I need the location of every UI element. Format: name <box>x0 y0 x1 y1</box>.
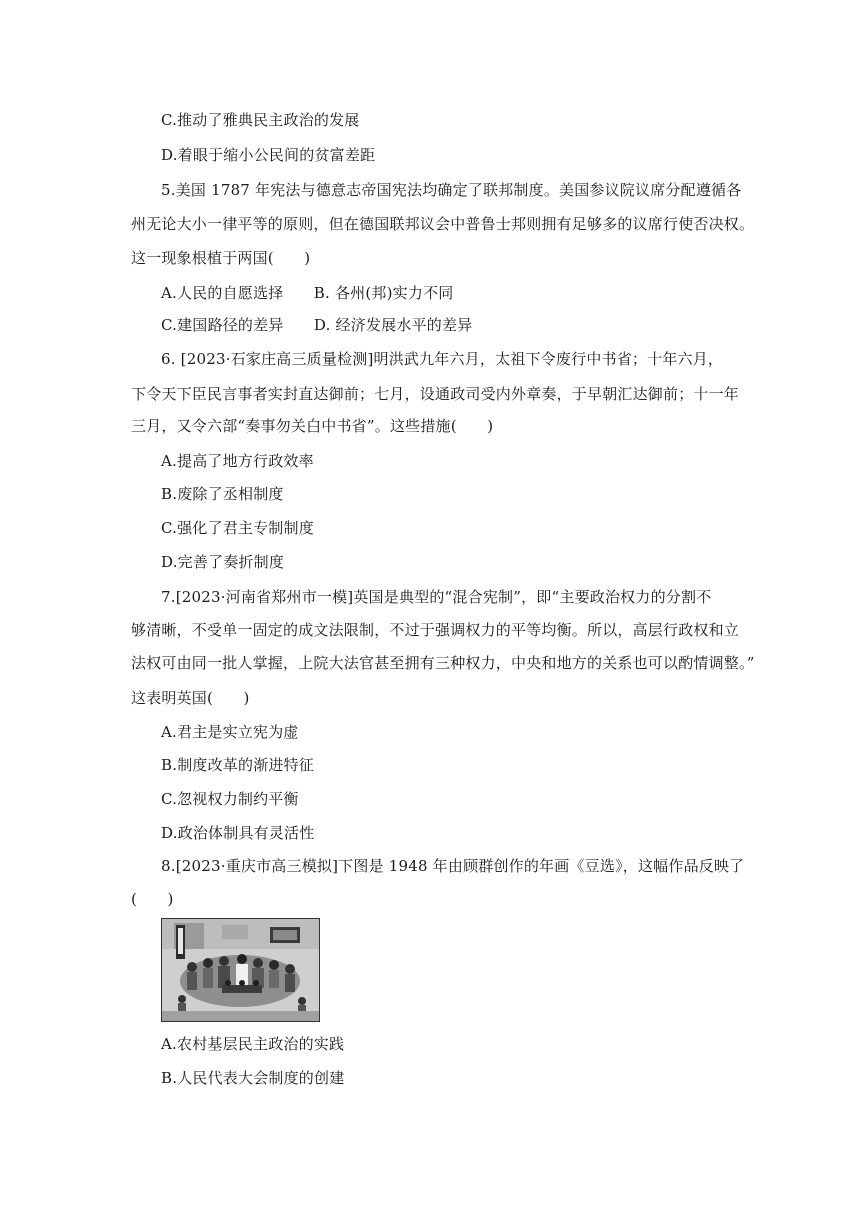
bean-vote-painting-image <box>161 918 320 1022</box>
q6-stem-line-2: 下令天下臣民言事者实封直达御前；七月，设通政司受内外章奏，于早朝汇达御前；十一年 <box>131 385 740 403</box>
q7-option-c: C.忽视权力制约平衡 <box>161 790 299 808</box>
q7-option-d: D.政治体制具有灵活性 <box>161 824 315 842</box>
q5-options-cd: C.建国路径的差异 D. 经济发展水平的差异 <box>161 316 473 334</box>
q6-option-b: B.废除了丞相制度 <box>161 485 284 503</box>
q7-stem-line-4: 这表明英国( ) <box>131 689 250 707</box>
q8-stem-line-1: 8.[2023·重庆市高三模拟]下图是 1948 年由顾群创作的年画《豆选》，这幅作品反映了 <box>161 857 745 875</box>
q6-option-a: A.提高了地方行政效率 <box>161 452 314 470</box>
q4-option-c: C.推动了雅典民主政治的发展 <box>161 111 360 129</box>
painting-illustration <box>162 919 319 1021</box>
q5-options-ab: A.人民的自愿选择 B. 各州(邦)实力不同 <box>161 284 454 302</box>
q8-option-a: A.农村基层民主政治的实践 <box>161 1035 345 1053</box>
q6-stem-line-3: 三月，又令六部“奏事勿关白中书省”。这些措施( ) <box>131 417 494 435</box>
q7-stem-line-3: 法权可由同一批人掌握，上院大法官甚至拥有三种权力，中央和地方的关系也可以酌情调整。” <box>131 654 755 672</box>
q8-option-b: B.人民代表大会制度的创建 <box>161 1069 345 1087</box>
q6-option-d: D.完善了奏折制度 <box>161 553 285 571</box>
q6-option-c: C.强化了君主专制制度 <box>161 519 314 537</box>
q7-option-a: A.君主是实立宪为虚 <box>161 723 299 741</box>
q7-option-b: B.制度改革的渐进特征 <box>161 756 314 774</box>
q7-stem-line-1: 7.[2023·河南省郑州市一模]英国是典型的“混合宪制”，即“主要政治权力的分割不 <box>161 588 712 606</box>
q5-stem-line-3: 这一现象根植于两国( ) <box>131 249 311 267</box>
q5-stem-line-1: 5.美国 1787 年宪法与德意志帝国宪法均确定了联邦制度。美国参议院议席分配遵循各 <box>161 181 742 199</box>
q4-option-d: D.着眼于缩小公民间的贫富差距 <box>161 146 376 164</box>
q5-stem-line-2: 州无论大小一律平等的原则，但在德国联邦议会中普鲁士邦则拥有足够多的议席行使否决权。 <box>131 215 755 233</box>
q7-stem-line-2: 够清晰，不受单一固定的成文法限制，不过于强调权力的平等均衡。所以，高层行政权和立 <box>131 621 740 639</box>
q6-stem-line-1: 6. [2023·石家庄高三质量检测]明洪武九年六月，太祖下令废行中书省；十年六月， <box>161 350 724 368</box>
q8-stem-line-2: ( ) <box>131 890 174 908</box>
